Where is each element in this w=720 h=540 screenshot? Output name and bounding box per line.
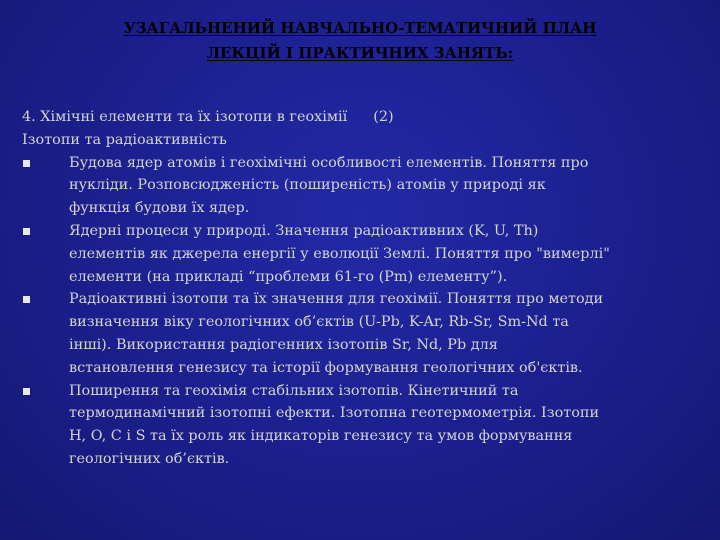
bullet-line: елементів як джерела енергії у еволюції Землі. Поняття про "вимерлі" xyxy=(69,245,610,262)
bullet-line: Поширення та геохімія стабільних ізотопів. Кінетичний та xyxy=(69,382,519,399)
square-bullet-icon xyxy=(23,296,30,303)
bullet-line: Радіоактивні ізотопи та їх значення для геохімії. Поняття про методи xyxy=(69,291,604,308)
bullet-item xyxy=(22,220,702,288)
bullet-list xyxy=(22,152,702,471)
bullet-line: встановлення генезису та історії формування геологічних об'єктів. xyxy=(69,359,583,376)
bullet-line: інші). Використання радіогенних ізотопів Sr, Nd, Pb для xyxy=(69,336,498,353)
bullet-line: H, O, C і S та їх роль як індикаторів генезису та умов формування xyxy=(69,428,573,445)
bullet-item xyxy=(22,288,702,379)
bullet-item xyxy=(22,380,702,471)
bullet-line: геологічних об’єктів. xyxy=(69,450,230,467)
bullet-line: термодинамічний ізотопні ефекти. Ізотопна геотермометрія. Ізотопи xyxy=(69,405,600,422)
slide-content xyxy=(22,106,702,471)
title-line-1: УЗАГАЛЬНЕНИЙ НАВЧАЛЬНО-ТЕМАТИЧНИЙ ПЛАН xyxy=(123,19,597,37)
square-bullet-icon xyxy=(23,388,30,395)
slide-title xyxy=(0,16,720,66)
bullet-line: елементи (на прикладі “проблеми 61-го (Pm) елементу”). xyxy=(69,268,508,285)
section-heading-count: (2) xyxy=(373,109,394,125)
square-bullet-icon xyxy=(23,228,30,235)
bullet-item xyxy=(22,152,702,220)
section-heading xyxy=(22,106,702,129)
title-line-2: ЛЕКЦІЙ І ПРАКТИЧНИХ ЗАНЯТЬ: xyxy=(206,44,514,62)
section-heading-text: 4. Хімічні елементи та їх ізотопи в геохімії xyxy=(22,109,348,125)
bullet-line: нукліди. Розповсюдженість (поширеність) атомів у природі як xyxy=(69,177,546,194)
bullet-line: визначення віку геологічних об’єктів (U-Pb, K-Ar, Rb-Sr, Sm-Nd та xyxy=(69,314,569,331)
square-bullet-icon xyxy=(23,160,30,167)
bullet-line: функція будови їх ядер. xyxy=(69,200,250,217)
section-subheading: Ізотопи та радіоактивність xyxy=(22,131,227,148)
bullet-line: Ядерні процеси у природі. Значення радіоактивних (K, U, Th) xyxy=(69,222,539,239)
bullet-line: Будова ядер атомів і геохімічні особливості елементів. Поняття про xyxy=(69,154,589,171)
